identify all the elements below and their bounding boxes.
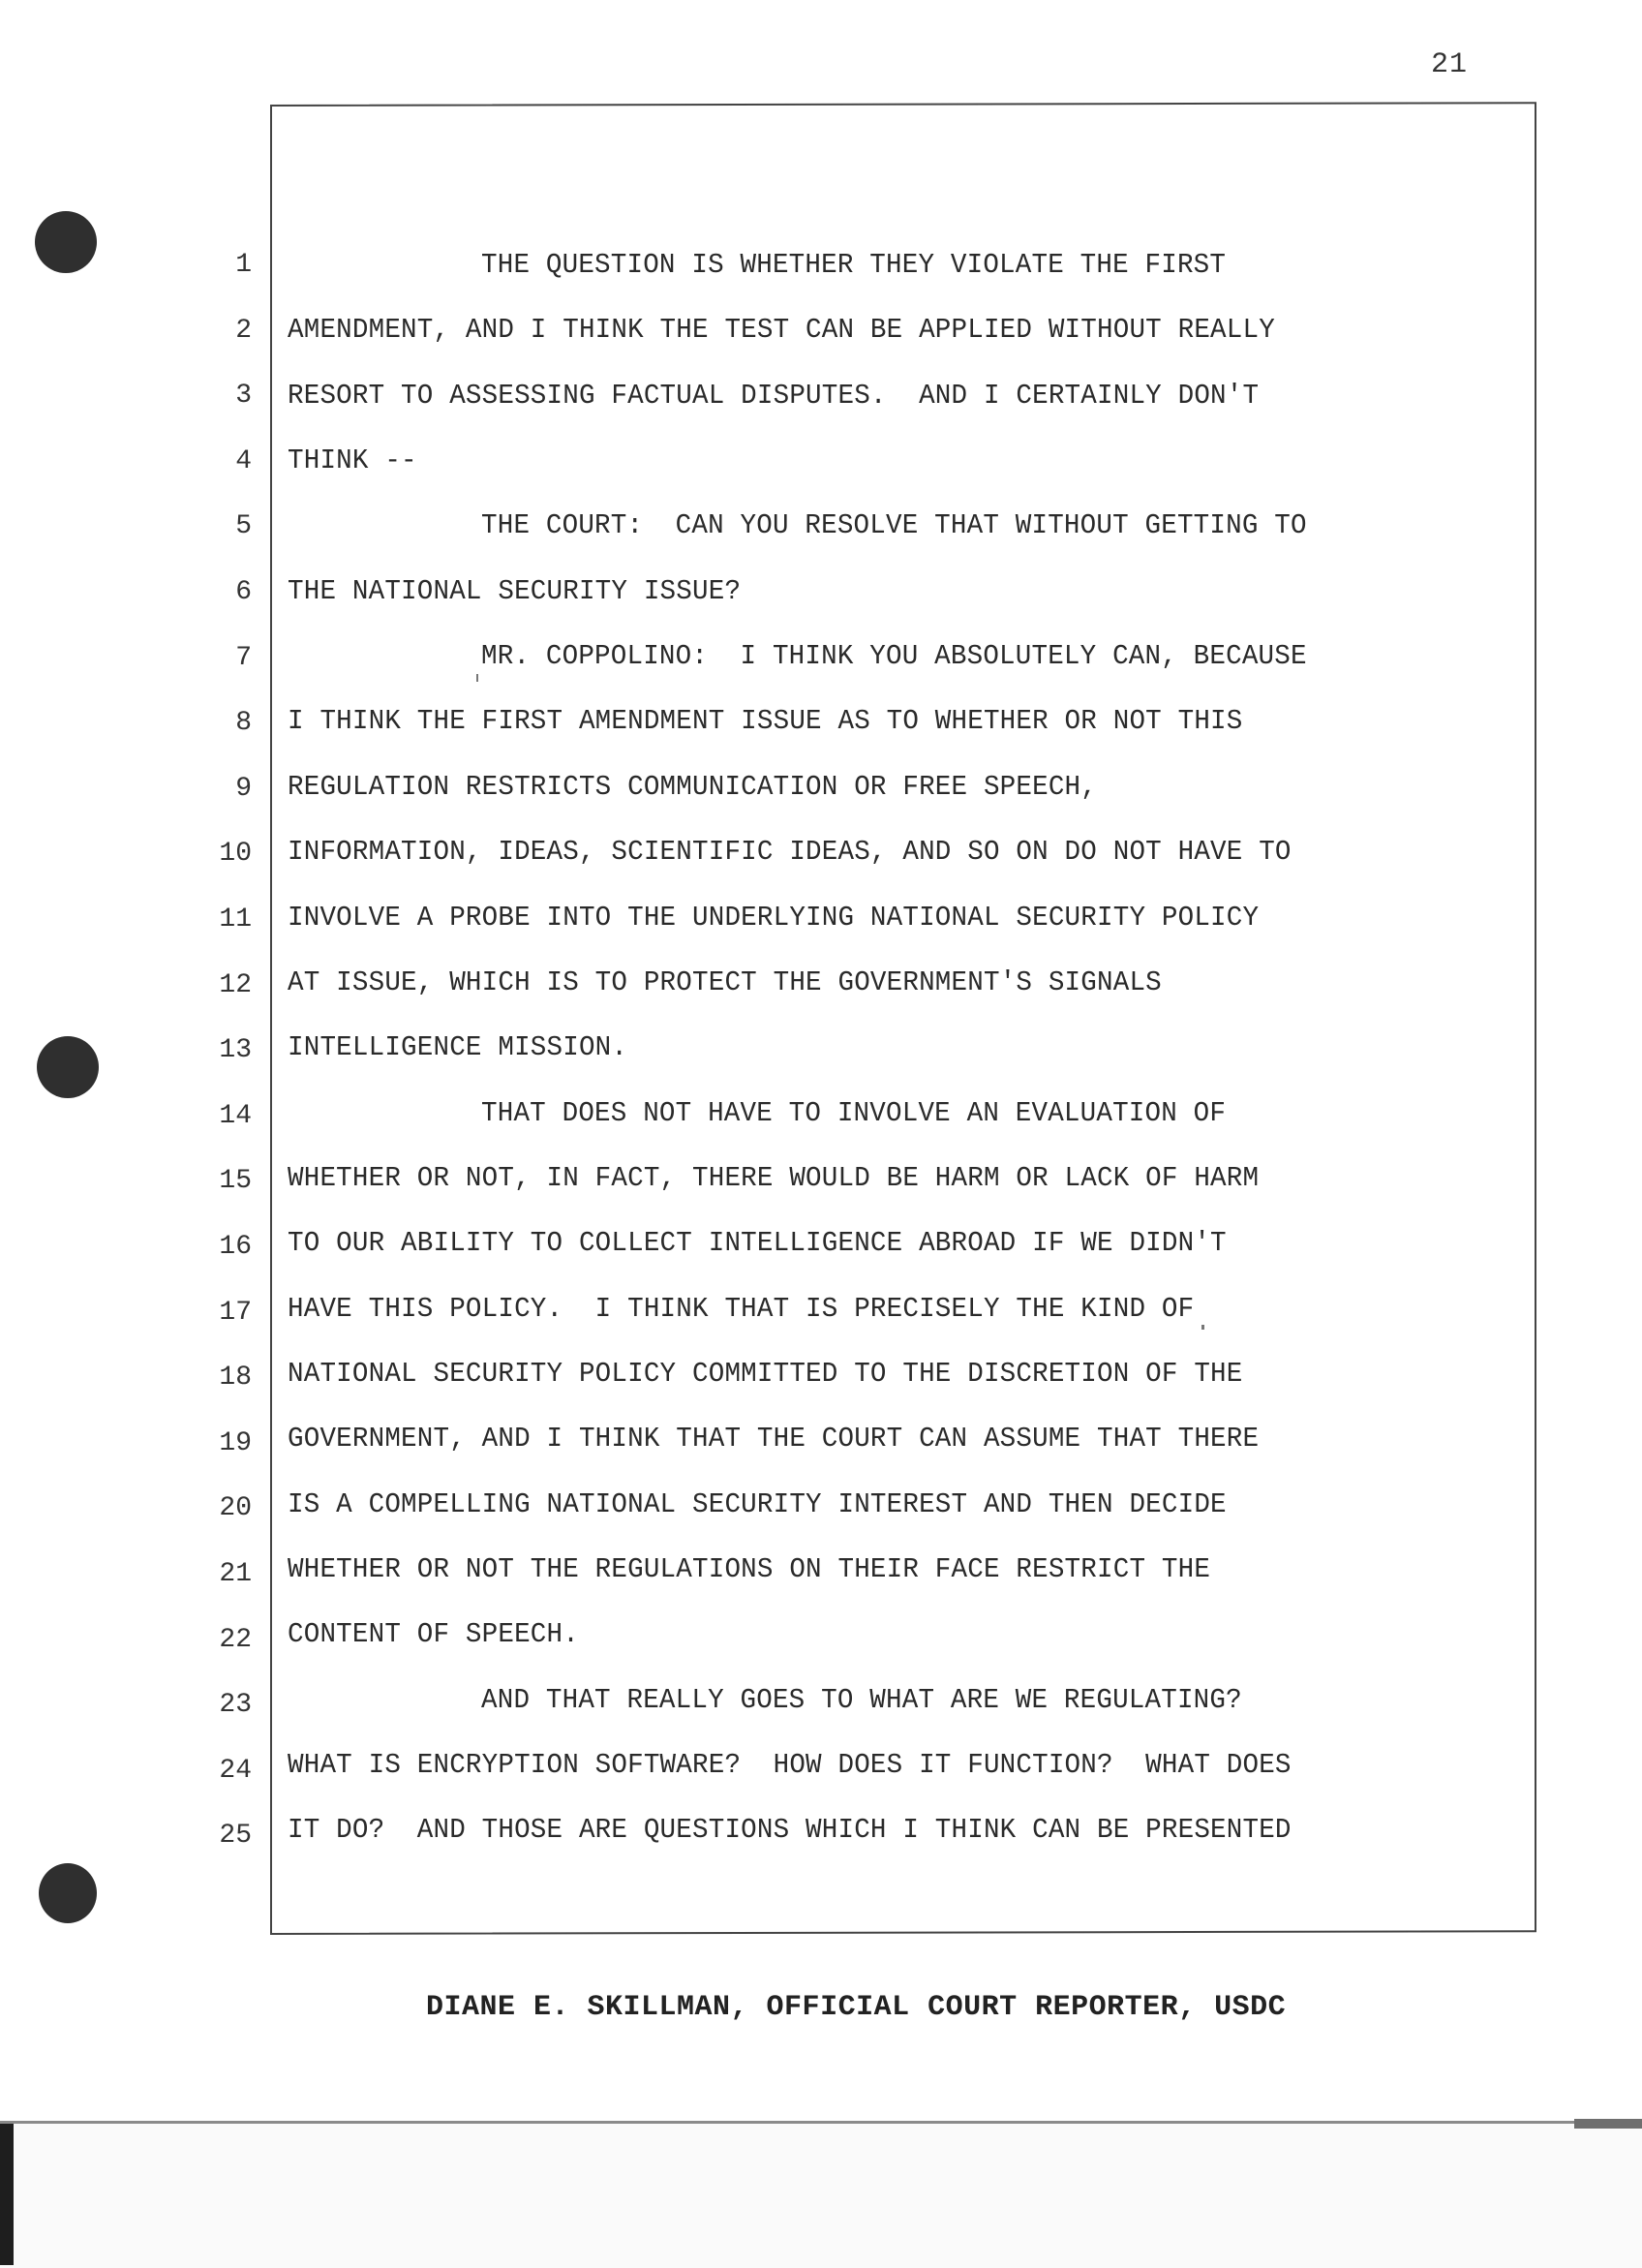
line-number: 21 bbox=[219, 1559, 252, 1589]
transcript-line: AT ISSUE, WHICH IS TO PROTECT THE GOVERNMENT'S SIGNALS bbox=[288, 965, 1162, 998]
transcript-line: WHETHER OR NOT THE REGULATIONS ON THEIR FACE RESTRICT THE bbox=[288, 1553, 1211, 1585]
transcript-line: INTELLIGENCE MISSION. bbox=[288, 1031, 628, 1064]
transcript-line: NATIONAL SECURITY POLICY COMMITTED TO THE DISCRETION OF THE bbox=[288, 1357, 1243, 1390]
line-number: 19 bbox=[219, 1427, 252, 1458]
line-number: 8 bbox=[235, 708, 252, 739]
transcript-frame bbox=[270, 102, 1536, 1935]
line-number: 6 bbox=[235, 577, 252, 607]
line-number: 23 bbox=[219, 1690, 252, 1721]
line-number: 17 bbox=[219, 1297, 252, 1328]
transcript-line: THE COURT: CAN YOU RESOLVE THAT WITHOUT GETTING TO bbox=[481, 509, 1307, 542]
punch-hole-bottom bbox=[39, 1863, 97, 1923]
transcript-line: WHAT IS ENCRYPTION SOFTWARE? HOW DOES IT FUNCTION? WHAT DOES bbox=[288, 1749, 1292, 1782]
line-number: 9 bbox=[235, 773, 252, 804]
line-number: 7 bbox=[235, 642, 252, 673]
line-number: 25 bbox=[219, 1821, 252, 1852]
transcript-line: WHETHER OR NOT, IN FACT, THERE WOULD BE HARM OR LACK OF HARM bbox=[288, 1161, 1260, 1194]
transcript-line: IS A COMPELLING NATIONAL SECURITY INTEREST AND THEN DECIDE bbox=[288, 1487, 1227, 1520]
line-number: 13 bbox=[219, 1035, 252, 1066]
transcript-line: THE QUESTION IS WHETHER THEY VIOLATE THE FIRST bbox=[481, 249, 1227, 281]
page-number: 21 bbox=[1431, 48, 1469, 81]
transcript-line: THE NATIONAL SECURITY ISSUE? bbox=[288, 574, 742, 607]
transcript-line: AND THAT REALLY GOES TO WHAT ARE WE REGULATING? bbox=[481, 1683, 1242, 1716]
transcript-line: GOVERNMENT, AND I THINK THAT THE COURT CAN ASSUME THAT THERE bbox=[288, 1423, 1260, 1456]
transcript-line: I THINK THE FIRST AMENDMENT ISSUE AS TO WHETHER OR NOT THIS bbox=[288, 705, 1243, 738]
transcript-line: MR. COPPOLINO: I THINK YOU ABSOLUTELY CAN, BECAUSE bbox=[481, 640, 1307, 673]
scan-speck bbox=[1201, 1325, 1204, 1330]
transcript-line: HAVE THIS POLICY. I THINK THAT IS PRECISELY THE KIND OF bbox=[288, 1292, 1195, 1325]
line-number: 2 bbox=[235, 315, 252, 346]
line-number: 1 bbox=[235, 250, 252, 280]
punch-hole-middle bbox=[37, 1036, 99, 1098]
scan-bottom-edge bbox=[0, 2121, 1642, 2268]
transcript-line: AMENDMENT, AND I THINK THE TEST CAN BE APPLIED WITHOUT REALLY bbox=[288, 314, 1275, 347]
line-number: 3 bbox=[235, 381, 252, 412]
line-number: 20 bbox=[219, 1493, 252, 1524]
transcript-line: REGULATION RESTRICTS COMMUNICATION OR FREE SPEECH, bbox=[288, 770, 1098, 803]
punch-hole-top bbox=[35, 211, 97, 273]
scan-speck bbox=[476, 674, 478, 682]
scan-right-shadow bbox=[1574, 2119, 1642, 2129]
transcript-line: TO OUR ABILITY TO COLLECT INTELLIGENCE ABROAD IF WE DIDN'T bbox=[288, 1227, 1227, 1260]
transcript-line: INFORMATION, IDEAS, SCIENTIFIC IDEAS, AND SO ON DO NOT HAVE TO bbox=[288, 836, 1292, 869]
line-number: 12 bbox=[219, 969, 252, 1000]
line-number: 4 bbox=[235, 445, 252, 476]
transcript-line: RESORT TO ASSESSING FACTUAL DISPUTES. AND I CERTAINLY DON'T bbox=[288, 379, 1260, 412]
transcript-line: IT DO? AND THOSE ARE QUESTIONS WHICH I THINK CAN BE PRESENTED bbox=[288, 1814, 1292, 1847]
scan-left-edge bbox=[0, 2124, 14, 2265]
line-number: 10 bbox=[219, 839, 252, 870]
line-number: 24 bbox=[219, 1755, 252, 1786]
transcript-line: THAT DOES NOT HAVE TO INVOLVE AN EVALUATION OF bbox=[481, 1096, 1227, 1129]
line-number: 15 bbox=[219, 1166, 252, 1197]
line-number: 11 bbox=[219, 904, 252, 935]
transcript-line: THINK -- bbox=[288, 444, 417, 477]
line-number: 16 bbox=[219, 1232, 252, 1262]
line-number: 22 bbox=[219, 1624, 252, 1655]
transcript-line: INVOLVE A PROBE INTO THE UNDERLYING NATIONAL SECURITY POLICY bbox=[288, 901, 1260, 934]
line-number: 14 bbox=[219, 1100, 252, 1131]
line-number: 18 bbox=[219, 1363, 252, 1394]
court-reporter-footer: DIANE E. SKILLMAN, OFFICIAL COURT REPORTER, USDC bbox=[426, 1991, 1287, 2024]
transcript-line: CONTENT OF SPEECH. bbox=[288, 1618, 579, 1651]
line-number: 5 bbox=[235, 511, 252, 542]
